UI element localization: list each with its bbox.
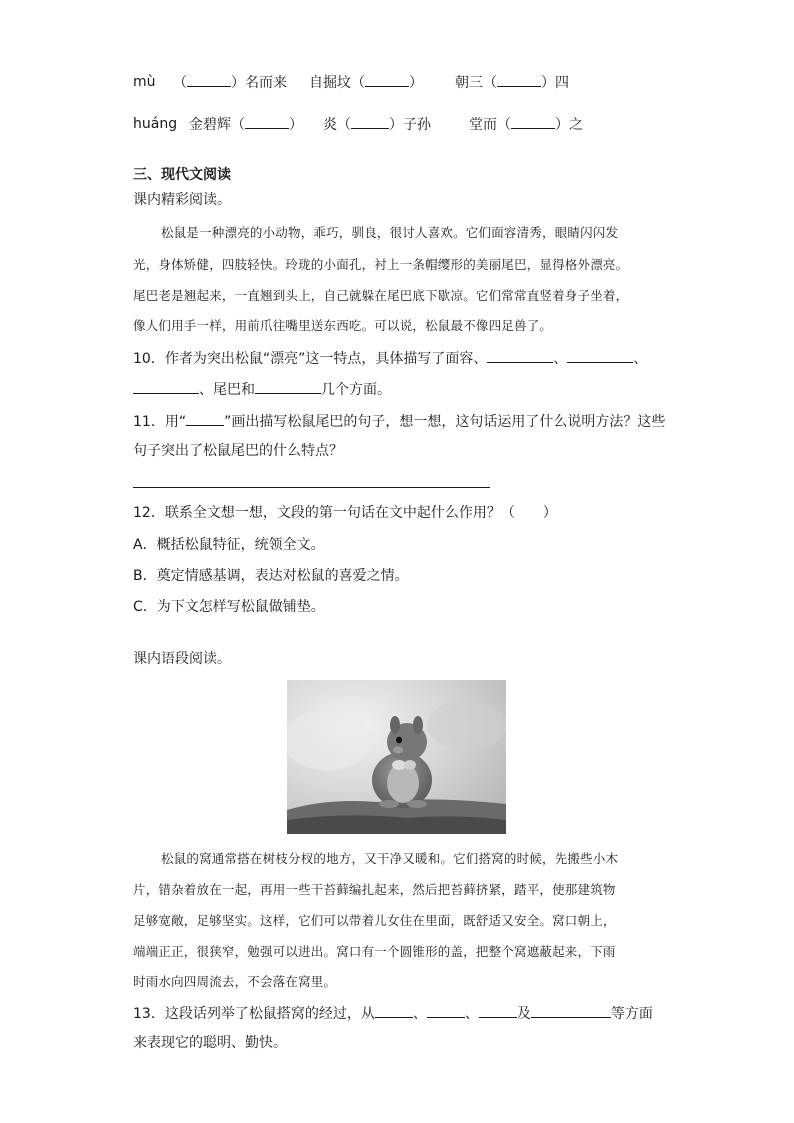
- answer-blank[interactable]: [567, 348, 633, 363]
- fill-in-item: 炎（ ）子孙: [323, 114, 431, 135]
- answer-line[interactable]: [133, 487, 490, 488]
- question-13: 13．这段话列举了松鼠搭窝的经过，从 、 、 及 等方面: [133, 1003, 653, 1024]
- underline-sample: [186, 411, 224, 426]
- question-10-line-2: 、尾巴和 几个方面。: [133, 379, 391, 400]
- squirrel-photo: [287, 680, 506, 834]
- answer-blank[interactable]: [365, 72, 409, 87]
- pinyin-label: huáng: [133, 116, 178, 132]
- passage-line: 松鼠是一种漂亮的小动物，乖巧，驯良，很讨人喜欢。它们面容清秀，眼睛闪闪发: [161, 225, 619, 240]
- answer-blank[interactable]: [487, 348, 553, 363]
- question-13-line-2: 来表现它的聪明、勤快。: [133, 1035, 287, 1051]
- intro-text: 课内语段阅读。: [133, 651, 231, 667]
- passage-line: 像人们用手一样，用前爪往嘴里送东西吃。可以说，松鼠最不像四足兽了。: [133, 318, 553, 333]
- answer-blank[interactable]: [187, 72, 231, 87]
- question-12: 12．联系全文想一想，文段的第一句话在文中起什么作用？（ ）: [133, 505, 557, 521]
- answer-blank[interactable]: [255, 379, 321, 394]
- passage-line: 松鼠的窝通常搭在树枝分杈的地方，又干净又暖和。它们搭窝的时候，先搬些小木: [161, 851, 619, 866]
- answer-blank[interactable]: [351, 114, 389, 129]
- answer-blank[interactable]: [245, 114, 289, 129]
- section-title: 三、现代文阅读: [133, 167, 231, 183]
- passage-line: 端端正正，很狭窄，勉强可以进出。窝口有一个圆锥形的盖，把整个窝遮蔽起来，下雨: [133, 944, 616, 959]
- option-b[interactable]: B．奠定情感基调，表达对松鼠的喜爱之情。: [133, 568, 409, 584]
- answer-blank[interactable]: [497, 72, 541, 87]
- fill-in-item: 金碧辉（ ）: [189, 114, 303, 135]
- fill-in-item: 堂而（ ）之: [469, 114, 583, 135]
- intro-text: 课内精彩阅读。: [133, 192, 231, 208]
- answer-blank[interactable]: [133, 379, 199, 394]
- fill-in-item: 自掘坟（ ）: [309, 72, 423, 93]
- question-10: 10．作者为突出松鼠“漂亮”这一特点，具体描写了面容、 、 、: [133, 348, 647, 369]
- pinyin-label: mù: [133, 74, 156, 90]
- passage-line: 时雨水向四周流去，不会落在窝里。: [133, 974, 337, 989]
- option-c[interactable]: C．为下文怎样写松鼠做铺垫。: [133, 599, 325, 615]
- answer-blank[interactable]: [427, 1003, 465, 1018]
- answer-blank[interactable]: [531, 1003, 611, 1018]
- fill-in-item: 朝三（ ）四: [455, 72, 569, 93]
- answer-blank[interactable]: [375, 1003, 413, 1018]
- fill-in-item: （ ）名而来: [173, 72, 287, 93]
- option-a[interactable]: A．概括松鼠特征，统领全文。: [133, 537, 325, 553]
- question-11-line-2: 句子突出了松鼠尾巴的什么特点？: [133, 443, 343, 459]
- passage-line: 片，错杂着放在一起，再用一些干苔藓编扎起来，然后把苔藓挤紧，踏平，使那建筑物: [133, 882, 616, 897]
- question-11: 11．用“ ”画出描写松鼠尾巴的句子，想一想，这句话运用了什么说明方法？这些: [133, 411, 665, 432]
- answer-blank[interactable]: [511, 114, 555, 129]
- passage-line: 足够宽敞，足够坚实。这样，它们可以带着儿女住在里面，既舒适又安全。窝口朝上，: [133, 913, 616, 928]
- passage-line: 尾巴老是翘起来，一直翘到头上，自己就躲在尾巴底下歇凉。它们常常直竖着身子坐着，: [133, 288, 629, 303]
- answer-blank[interactable]: [479, 1003, 517, 1018]
- passage-line: 光，身体矫健，四肢轻快。玲珑的小面孔，衬上一条帽缨形的美丽尾巴，显得格外漂亮。: [133, 257, 629, 272]
